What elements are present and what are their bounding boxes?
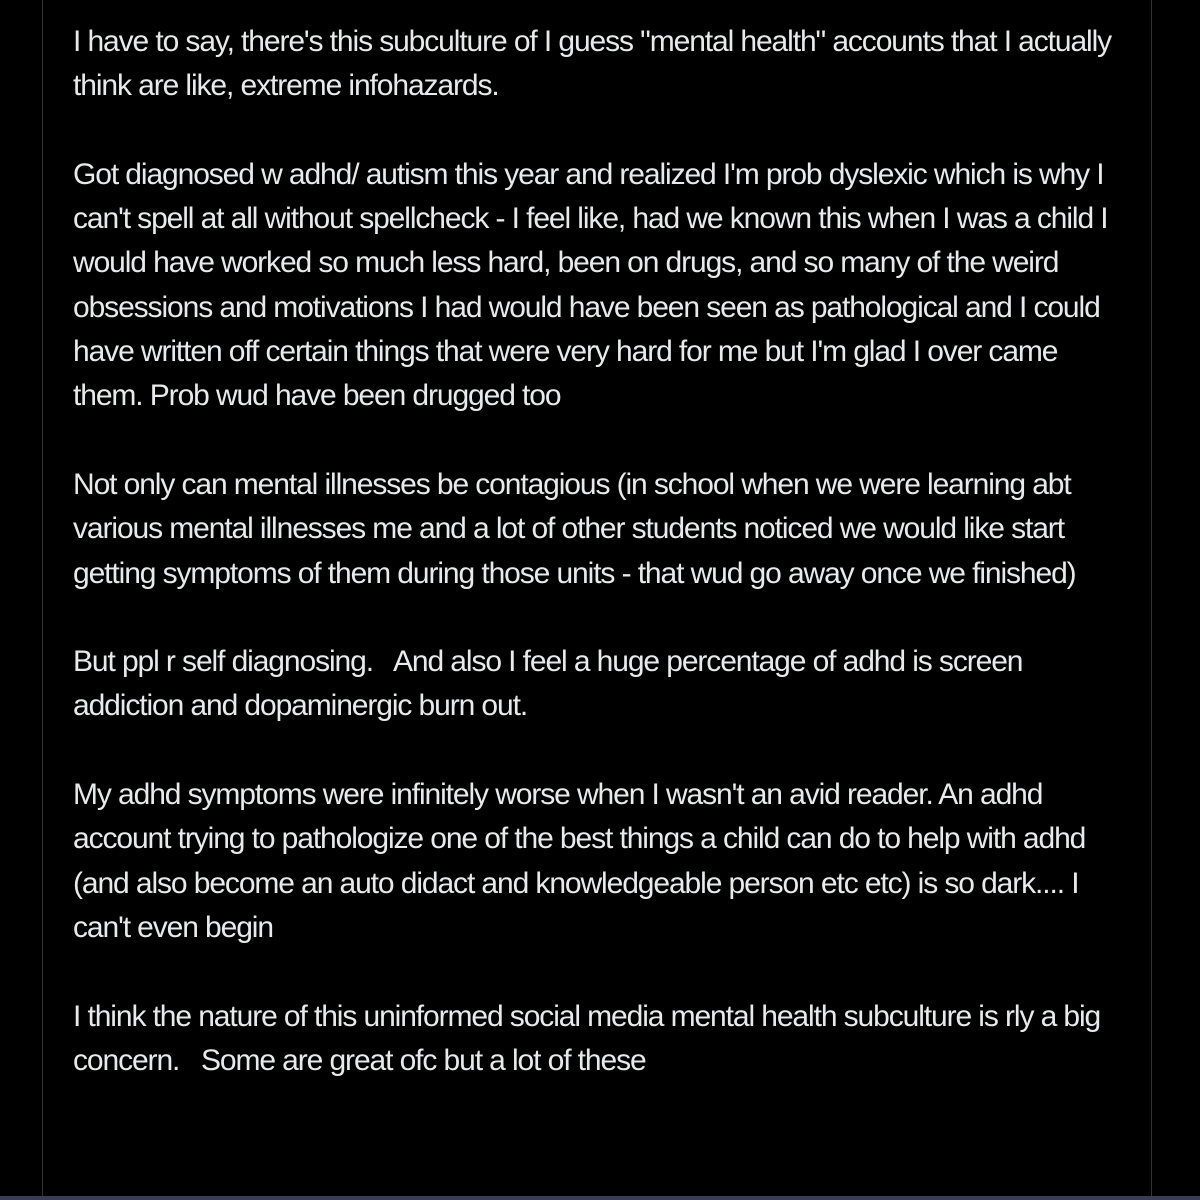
- post-paragraph-3: Not only can mental illnesses be contagious (in school when we were learning abt various mental illnesses me and a lot of other students noticed we would like start getting symptoms of them during those units - that wud go away once we finished): [73, 467, 1078, 590]
- post-paragraph-6: I think the nature of this uninformed social media mental health subculture is rly a big concern. Some are great ofc but a lot of these: [73, 999, 1108, 1077]
- post-text: [73, 20, 1133, 1083]
- post-paragraph-2: Got diagnosed w adhd/ autism this year and realized I'm prob dyslexic which is why I can't spell at all without spellcheck - I feel like, had we known this when I was a child I would have worked so much less hard, been on drugs, and so many of the weird obsessions and motivations I had would have been seen as pathological and I could have written off certain things that were very hard for me but I'm glad I over came them. Prob wud have been drugged too: [73, 157, 1115, 413]
- post-paragraph-4: But ppl r self diagnosing. And also I feel a huge percentage of adhd is screen addiction and dopaminergic burn out.: [73, 645, 1030, 723]
- window-bottom-edge: [0, 1196, 1200, 1200]
- post-paragraph-1: I have to say, there's this subculture of I guess "mental health" accounts that I actually think are like, extreme infohazards.: [73, 25, 1119, 103]
- post-paragraph-5: My adhd symptoms were infinitely worse when I wasn't an avid reader. An adhd account trying to pathologize one of the best things a child can do to help with adhd (and also become an auto didact and knowledgeable person etc etc) is so dark.... I can't even begin: [73, 778, 1093, 944]
- post-card: [42, 0, 1152, 1200]
